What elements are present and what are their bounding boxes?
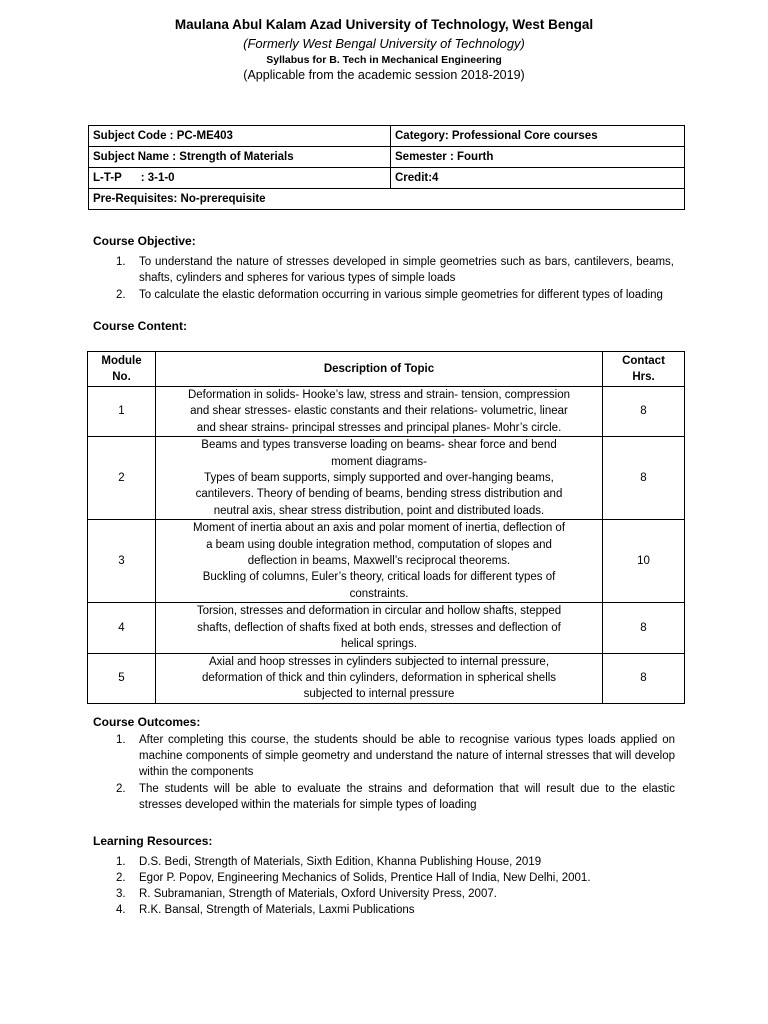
description-line: Moment of inertia about an axis and polar moment of inertia, deflection of [192,522,566,535]
table-row [88,520,685,603]
item-number: 3. [116,888,126,900]
topic-description [156,520,603,603]
item-text: R.K. Bansal, Strength of Materials, Laxmi Publications [139,904,415,916]
contact-hours: 8 [603,653,685,703]
description-line: neutral axis, shear stress distribution, point and distributed loads. [213,504,545,517]
info-row [89,147,685,168]
course-outcomes-heading: Course Outcomes: [93,715,201,729]
item-text: To understand the nature of stresses developed in simple geometries such as bars, cantilevers, beams, shafts, cylinders and spheres for various types of simple loads [139,256,674,284]
description-line: Torsion, stresses and deformation in circular and hollow shafts, stepped [196,605,562,618]
module-number: 1 [88,387,156,437]
description-line: helical springs. [340,638,418,651]
description-line: subjected to internal pressure [303,688,455,701]
item-number: 2. [116,783,126,795]
subject-ltp: L-T-P : 3-1-0 [89,168,391,189]
subject-name: Subject Name : Strength of Materials [89,147,391,168]
objective-list [112,254,674,303]
info-row [89,189,685,210]
contact-hours: 8 [603,437,685,520]
description-line: deformation of thick and thin cylinders, deformation in spherical shells [201,671,557,684]
description-line: cantilevers. Theory of bending of beams, bending stress distribution and [195,488,563,501]
description-line: moment diagrams- [331,455,427,468]
info-row [89,168,685,189]
list-item [112,254,674,286]
subject-category: Category: Professional Core courses [391,126,685,147]
list-item [112,886,692,902]
list-item [112,902,692,918]
list-item [112,287,674,303]
contact-hours: 8 [603,387,685,437]
hours-header: Contact Hrs. [603,352,685,387]
item-number: 1. [116,256,126,268]
item-text: After completing this course, the students should be able to recognise various types loads applied on machine components of simple geometry and understand the nature of internal stresses that will develop within the components [139,734,675,778]
outcomes-list [112,732,675,813]
module-number: 2 [88,437,156,520]
list-item [112,732,675,780]
course-content-heading: Course Content: [93,319,187,333]
subject-credit: Credit:4 [391,168,685,189]
item-number: 2. [116,872,126,884]
description-line: Deformation in solids- Hooke’s law, stress and strain- tension, compression [187,389,570,401]
learning-resources-heading: Learning Resources: [93,834,213,848]
description-line: a beam using double integration method, computation of slopes and [206,538,552,551]
topic-description [156,603,603,653]
description-line: Axial and hoop stresses in cylinders subjected to internal pressure, [208,655,550,668]
formerly-subtitle: (Formerly West Bengal University of Technology) [243,36,525,51]
module-number: 5 [88,653,156,703]
item-text: D.S. Bedi, Strength of Materials, Sixth Edition, Khanna Publishing House, 2019 [139,856,542,868]
item-text: R. Subramanian, Strength of Materials, Oxford University Press, 2007. [139,888,497,900]
description-line: and shear stresses- elastic constants and their relations- volumetric, linear [190,405,568,418]
description-line: deflection in beams, Maxwell’s reciprocal theorems. [247,555,511,568]
module-number: 3 [88,520,156,603]
table-header-row [88,352,685,387]
university-title: Maulana Abul Kalam Azad University of Technology, West Bengal [174,17,594,32]
item-number: 4. [116,904,126,916]
description-line: Beams and types transverse loading on beams- shear force and bend [201,439,557,452]
table-row [88,603,685,653]
subject-info-table [88,125,685,210]
course-objective-heading: Course Objective: [93,234,196,248]
subject-code: Subject Code : PC-ME403 [89,126,391,147]
description-line: Types of beam supports, simply supported and over-hanging beams, [204,472,554,485]
list-item [112,854,692,870]
description-line: constraints. [349,587,409,600]
item-text: Egor P. Popov, Engineering Mechanics of Solids, Prentice Hall of India, New Delhi, 2001. [139,872,591,884]
contact-hours: 8 [603,603,685,653]
description-line: Buckling of columns, Euler’s theory, critical loads for different types of [202,571,556,584]
item-text: The students will be able to evaluate the strains and deformation that will result due to the elastic stresses developed within the materials for simple types of loading [139,783,675,811]
subject-prerequisites: Pre-Requisites: No-prerequisite [89,189,685,210]
table-row [88,437,685,520]
topic-description [156,387,603,437]
syllabus-title: Syllabus for B. Tech in Mechanical Engineering [266,54,502,66]
contact-hours: 10 [603,520,685,603]
item-number: 1. [116,856,126,868]
resources-list [112,854,692,918]
course-content-table [87,351,685,704]
subject-semester: Semester : Fourth [391,147,685,168]
topic-description [156,653,603,703]
topic-description [156,437,603,520]
table-row [88,653,685,703]
description-line: and shear strains- principal stresses and principal planes- Mohr’s circle. [196,421,562,434]
list-item [112,870,692,886]
item-text: To calculate the elastic deformation occurring in various simple geometries for different types of loading [139,289,663,301]
applicable-session: (Applicable from the academic session 2018-2019) [243,68,525,82]
list-item [112,781,675,813]
description-line: shafts, deflection of shafts fixed at both ends, stresses and deflection of [197,621,561,634]
table-row [88,387,685,437]
module-header: Module No. [88,352,156,387]
item-number: 1. [116,734,126,746]
module-number: 4 [88,603,156,653]
info-row [89,126,685,147]
description-header: Description of Topic [156,352,603,387]
item-number: 2. [116,289,126,301]
